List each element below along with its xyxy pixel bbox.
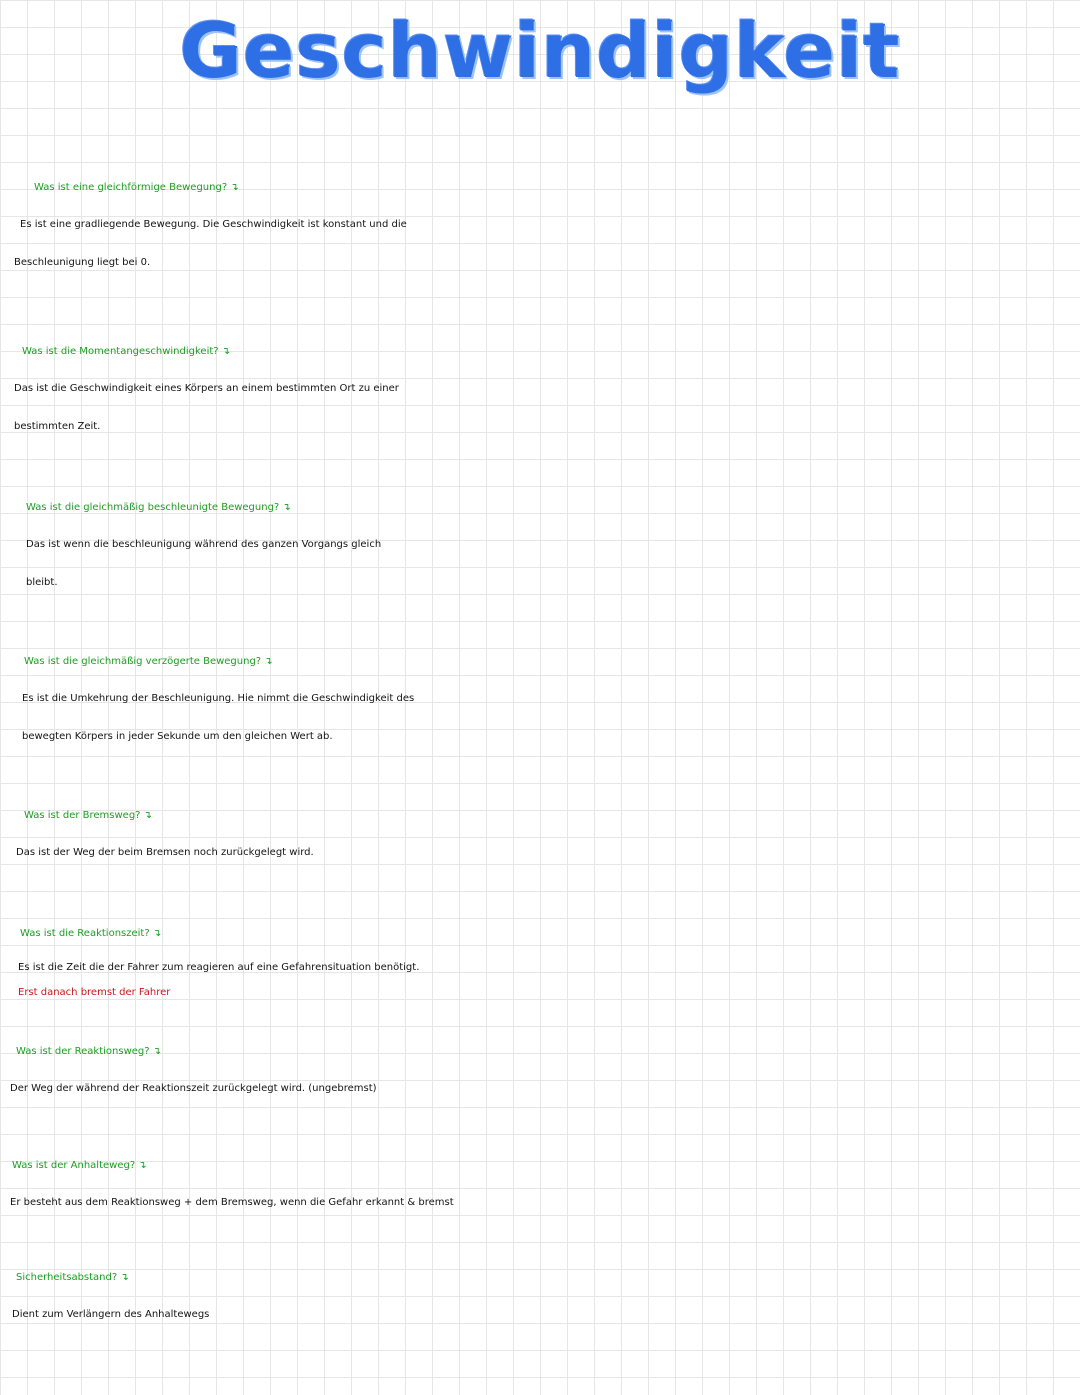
- answer-line: Das ist der Weg der beim Bremsen noch zurückgelegt wird.: [16, 847, 314, 858]
- qa-block-reaktionsweg: [0, 1034, 1080, 1108]
- qa-block-anhalteweg: [0, 1148, 1080, 1222]
- question-heading: Was ist die gleichmäßig verzögerte Bewegung? ↴: [24, 656, 273, 667]
- qa-block-gleichmaessig-beschleunigt: [0, 490, 1080, 602]
- qa-block-gleichmaessig-verzoegert: [0, 644, 1080, 756]
- answer-line: Er besteht aus dem Reaktionsweg + dem Bremsweg, wenn die Gefahr erkannt & bremst: [10, 1197, 454, 1208]
- page-title: Geschwindigkeit: [179, 6, 901, 95]
- question-heading: Was ist die gleichmäßig beschleunigte Bewegung? ↴: [26, 502, 291, 513]
- question-heading: Was ist eine gleichförmige Bewegung? ↴: [34, 182, 239, 193]
- answer-line: Das ist die Geschwindigkeit eines Körpers an einem bestimmten Ort zu einer: [14, 383, 399, 394]
- question-heading: Sicherheitsabstand? ↴: [16, 1272, 129, 1283]
- answer-line: Das ist wenn die beschleunigung während des ganzen Vorgangs gleich: [26, 539, 382, 550]
- question-heading: Was ist die Momentangeschwindigkeit? ↴: [22, 346, 231, 357]
- question-heading: Was ist der Reaktionsweg? ↴: [16, 1046, 162, 1057]
- answer-line: Es ist die Zeit die der Fahrer zum reagieren auf eine Gefahrensituation benötigt.: [18, 962, 420, 973]
- answer-line: Es ist eine gradliegende Bewegung. Die Geschwindigkeit ist konstant und die: [20, 219, 407, 230]
- qa-block-bremsweg: [0, 798, 1080, 872]
- answer-line: Der Weg der während der Reaktionszeit zurückgelegt wird. (ungebremst): [10, 1083, 377, 1094]
- qa-block-sicherheitsabstand: [0, 1260, 1080, 1334]
- qa-block-gleichfoermige-bewegung: [0, 170, 1080, 282]
- qa-block-momentangeschwindigkeit: [0, 334, 1080, 446]
- question-heading: Was ist der Bremsweg? ↴: [24, 810, 153, 821]
- red-side-note: Erst danach bremst der Fahrer: [18, 987, 171, 998]
- answer-line: Dient zum Verlängern des Anhaltewegs: [12, 1309, 210, 1320]
- answer-line: bestimmten Zeit.: [14, 421, 101, 432]
- answer-line: Beschleunigung liegt bei 0.: [14, 257, 151, 268]
- qa-block-reaktionszeit: [0, 916, 1080, 1002]
- question-heading: Was ist die Reaktionszeit? ↴: [20, 928, 162, 939]
- answer-line: Es ist die Umkehrung der Beschleunigung. Hie nimmt die Geschwindigkeit des: [22, 693, 415, 704]
- answer-line: bleibt.: [26, 577, 58, 588]
- answer-line: bewegten Körpers in jeder Sekunde um den gleichen Wert ab.: [22, 731, 333, 742]
- question-heading: Was ist der Anhalteweg? ↴: [12, 1160, 147, 1171]
